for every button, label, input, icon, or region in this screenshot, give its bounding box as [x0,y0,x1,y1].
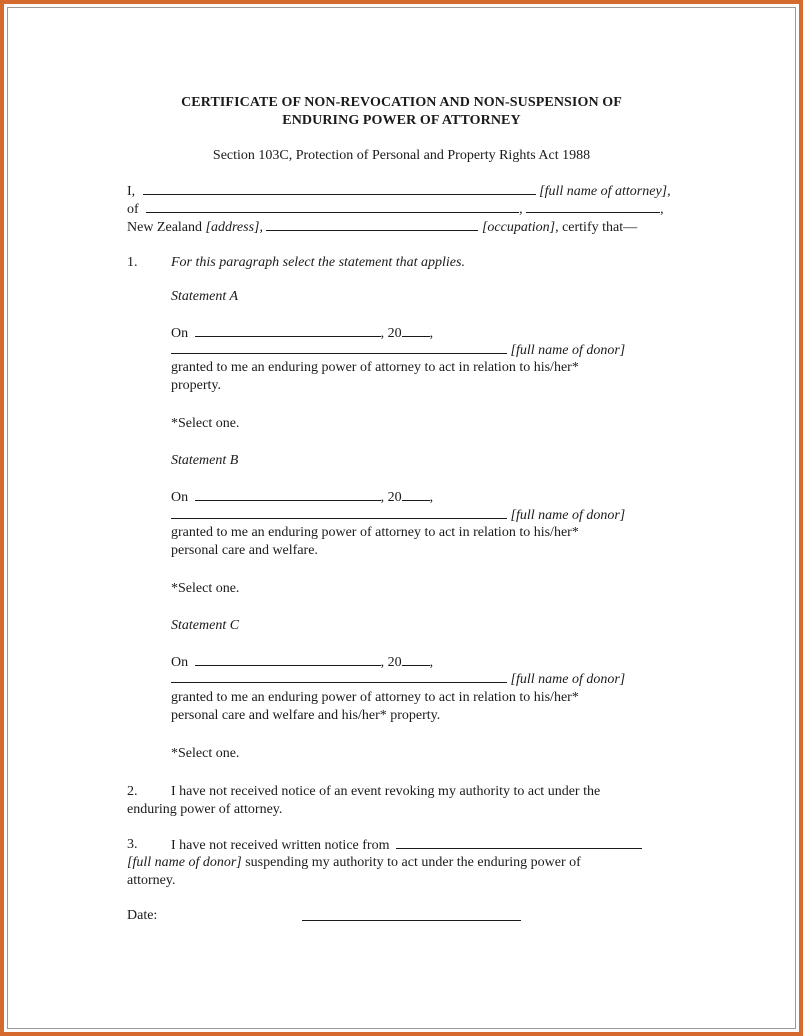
statement-b-body-2: personal care and welfare. [171,543,318,558]
year-comma: , [429,326,434,341]
date-blank[interactable] [195,488,381,501]
address-blank-2[interactable] [526,200,660,213]
occupation-hint: [occupation], [481,220,559,235]
donor-hint: [full name of donor] [510,672,626,687]
para3-line-2 [127,854,581,872]
statement-b-date-line [171,488,433,507]
intro-line-1 [127,182,671,201]
statement-a-body-2: property. [171,378,222,393]
donor-name-blank[interactable] [171,506,507,519]
year-blank[interactable] [402,488,430,501]
address-hint: [address], [205,220,263,235]
donor-name-blank[interactable] [396,836,642,849]
para3-number: 3. [127,837,138,852]
para3-line-3: attorney. [127,873,176,888]
statement-a-donor-line [171,341,625,360]
document-title-line-1: CERTIFICATE OF NON-REVOCATION AND NON-SUSPENSION OF [181,95,622,110]
intro-line-2 [127,200,664,219]
donor-name-blank[interactable] [171,341,507,354]
address-blank-1[interactable] [146,200,519,213]
attorney-name-blank[interactable] [143,182,536,195]
statement-c-body-1: granted to me an enduring power of attorney to act in relation to his/her* [171,690,579,705]
certify-text: certify that— [562,220,638,235]
statement-c-donor-line [171,670,625,689]
intro-line-3 [127,218,637,237]
date-signature-blank[interactable] [302,920,521,921]
statement-a-label: Statement A [171,289,239,304]
para2-line-1: I have not received notice of an event revoking my authority to act under the [171,784,601,799]
year-prefix: , 20 [380,490,402,505]
para1-number: 1. [127,255,138,270]
occupation-blank[interactable] [266,218,478,231]
statement-c-body-2: personal care and welfare and his/her* property. [171,708,441,723]
statement-c-label: Statement C [171,618,240,633]
document-subtitle: Section 103C, Protection of Personal and Property Rights Act 1988 [212,148,591,163]
para3-line-1 [171,836,642,855]
para3-text-2: suspending my authority to act under the enduring power of [241,855,581,870]
on-label: On [171,490,189,505]
on-label: On [171,326,189,341]
of-label: of [127,202,139,217]
donor-hint: [full name of donor] [127,855,242,870]
year-comma: , [429,655,434,670]
date-blank[interactable] [195,324,381,337]
statement-a-body-1: granted to me an enduring power of attorney to act in relation to his/her* [171,360,579,375]
donor-hint: [full name of donor] [510,343,626,358]
donor-hint: [full name of donor] [510,508,626,523]
date-blank[interactable] [195,653,381,666]
para2-number: 2. [127,784,138,799]
statement-b-select-note: *Select one. [171,581,240,596]
year-prefix: , 20 [380,326,402,341]
para1-instruction: For this paragraph select the statement that applies. [171,255,465,270]
document-title-line-2: ENDURING POWER OF ATTORNEY [282,113,521,128]
on-label: On [171,655,189,670]
year-blank[interactable] [402,324,430,337]
statement-b-label: Statement B [171,453,239,468]
comma-1: , [519,202,523,217]
full-name-attorney-hint: [full name of attorney], [539,184,671,199]
statement-b-donor-line [171,506,625,525]
comma-2: , [660,202,664,217]
statement-c-select-note: *Select one. [171,746,240,761]
date-label: Date: [127,908,158,923]
year-comma: , [429,490,434,505]
statement-a-select-note: *Select one. [171,416,240,431]
para2-line-2: enduring power of attorney. [127,802,283,817]
nz-label: New Zealand [127,220,203,235]
i-label: I, [127,184,136,199]
para3-text: I have not received written notice from [171,838,390,853]
year-prefix: , 20 [380,655,402,670]
statement-b-body-1: granted to me an enduring power of attorney to act in relation to his/her* [171,525,579,540]
year-blank[interactable] [402,653,430,666]
donor-name-blank[interactable] [171,670,507,683]
